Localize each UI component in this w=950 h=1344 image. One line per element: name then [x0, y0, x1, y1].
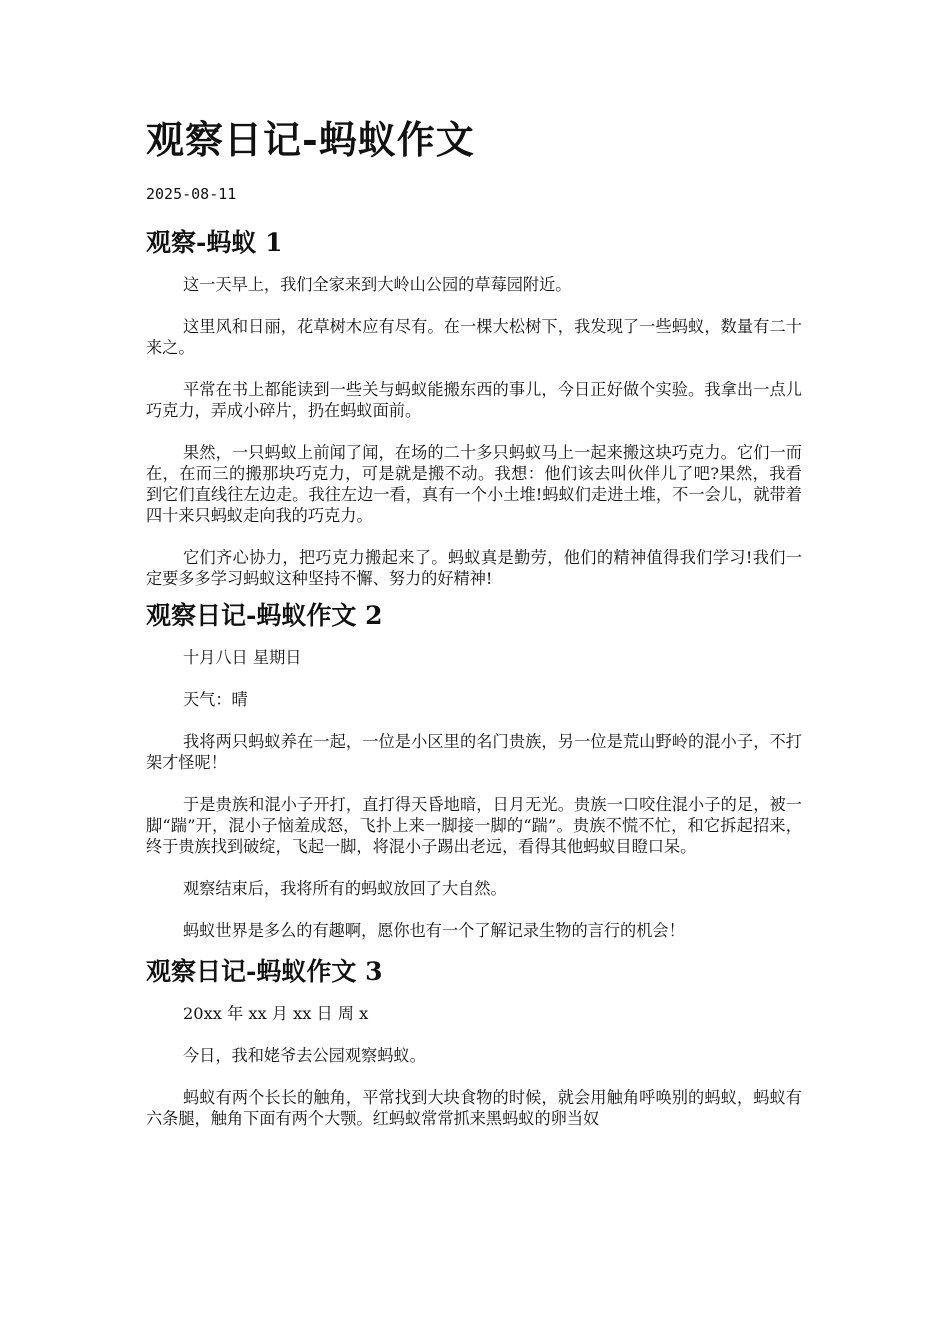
- section-2: [146, 599, 802, 941]
- paragraph: 于是贵族和混小子开打，直打得天昏地暗，日月无光。贵族一口咬住混小子的足，被一脚“踹”开，混小子恼羞成怒，飞扑上来一脚接一脚的“踹”。贵族不慌不忙，和它拆起招来，终于贵族找到破绽，飞起一脚，将混小子踢出老远，看得其他蚂蚁目瞪口呆。: [146, 795, 802, 856]
- section-heading: 观察日记-蚂蚁作文 3: [146, 957, 383, 986]
- section-heading: 观察-蚂蚁 1: [146, 228, 283, 257]
- paragraph: 今日，我和姥爷去公园观察蚂蚁。: [183, 1046, 426, 1065]
- paragraph: 这一天早上，我们全家来到大岭山公园的草莓园附近。: [183, 275, 572, 294]
- paragraph-date-line: 十月八日 星期日: [183, 648, 302, 667]
- section-body: [146, 647, 802, 941]
- document-date: 2025-08-11: [146, 185, 237, 203]
- document-page: [146, 112, 802, 1129]
- paragraph: 蚂蚁有两个长长的触角，平常找到大块食物的时候，就会用触角呼唤别的蚂蚁，蚂蚁有六条腿，触角下面有两个大颚。红蚂蚁常常抓来黑蚂蚁的卵当奴: [146, 1088, 802, 1128]
- paragraph: 果然，一只蚂蚁上前闻了闻，在场的二十多只蚂蚁马上一起来搬这块巧克力。它们一而在，在而三的搬那块巧克力，可是就是搬不动。我想：他们该去叫伙伴儿了吧?果然，我看到它们直线往左边走。我往左边一看，真有一个小土堆!蚂蚁们走进土堆，不一会儿，就带着四十来只蚂蚁走向我的巧克力。: [146, 443, 802, 525]
- section-body: [146, 274, 802, 589]
- section-3: [146, 955, 802, 1129]
- paragraph: 我将两只蚂蚁养在一起，一位是小区里的名门贵族，另一位是荒山野岭的混小子，不打架才怪呢！: [146, 732, 802, 772]
- section-heading: 观察日记-蚂蚁作文 2: [146, 601, 383, 630]
- section-1: [146, 226, 802, 589]
- paragraph: 观察结束后，我将所有的蚂蚁放回了大自然。: [183, 879, 507, 898]
- paragraph: 这里风和日丽，花草树木应有尽有。在一棵大松树下，我发现了一些蚂蚁，数量有二十来之。: [146, 317, 802, 357]
- paragraph: 蚂蚁世界是多么的有趣啊，愿你也有一个了解记录生物的言行的机会！: [183, 921, 685, 940]
- section-body: [146, 1003, 802, 1129]
- paragraph-date-line: 20xx 年 xx 月 xx 日 周 x: [183, 1004, 369, 1023]
- paragraph: 平常在书上都能读到一些关与蚂蚁能搬东西的事儿，今日正好做个实验。我拿出一点儿巧克力，弄成小碎片，扔在蚂蚁面前。: [146, 380, 802, 420]
- paragraph-weather-line: 天气：晴: [183, 690, 248, 709]
- document-title: 观察日记-蚂蚁作文: [146, 117, 475, 162]
- paragraph: 它们齐心协力，把巧克力搬起来了。蚂蚁真是勤劳，他们的精神值得我们学习!我们一定要多多学习蚂蚁这种坚持不懈、努力的好精神!: [146, 548, 802, 588]
